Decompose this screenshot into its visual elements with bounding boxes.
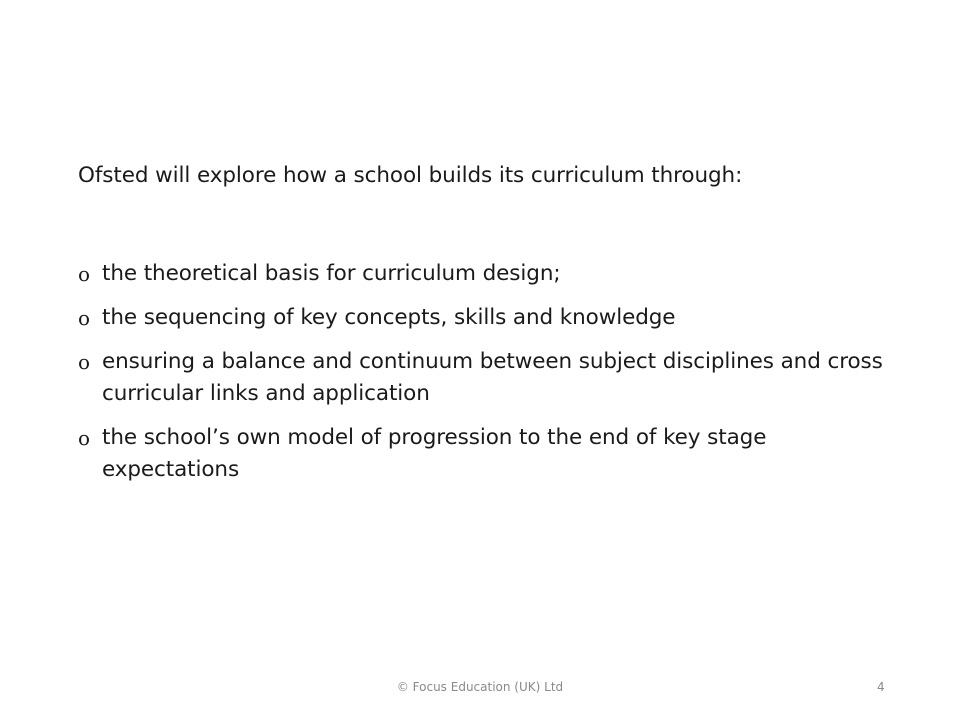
bullet-list bbox=[78, 258, 898, 498]
bullet-marker-icon: o bbox=[78, 426, 90, 450]
bullet-text: the school’s own model of progression to the end of key stage expectations bbox=[102, 425, 767, 482]
bullet-text: ensuring a balance and continuum between subject disciplines and cross curricular links and application bbox=[102, 349, 883, 406]
intro-text: Ofsted will explore how a school builds its curriculum through: bbox=[78, 163, 743, 188]
list-item bbox=[78, 302, 898, 334]
list-item bbox=[78, 346, 898, 410]
page-number: 4 bbox=[877, 680, 885, 694]
bullet-text: the theoretical basis for curriculum design; bbox=[102, 261, 561, 286]
list-item bbox=[78, 258, 898, 290]
footer bbox=[0, 680, 960, 698]
bullet-marker-icon: o bbox=[78, 306, 90, 330]
copyright-notice: © Focus Education (UK) Ltd bbox=[396, 680, 564, 694]
list-item bbox=[78, 422, 898, 486]
bullet-text: the sequencing of key concepts, skills and knowledge bbox=[102, 305, 676, 330]
bullet-marker-icon: o bbox=[78, 350, 90, 374]
bullet-marker-icon: o bbox=[78, 262, 90, 286]
